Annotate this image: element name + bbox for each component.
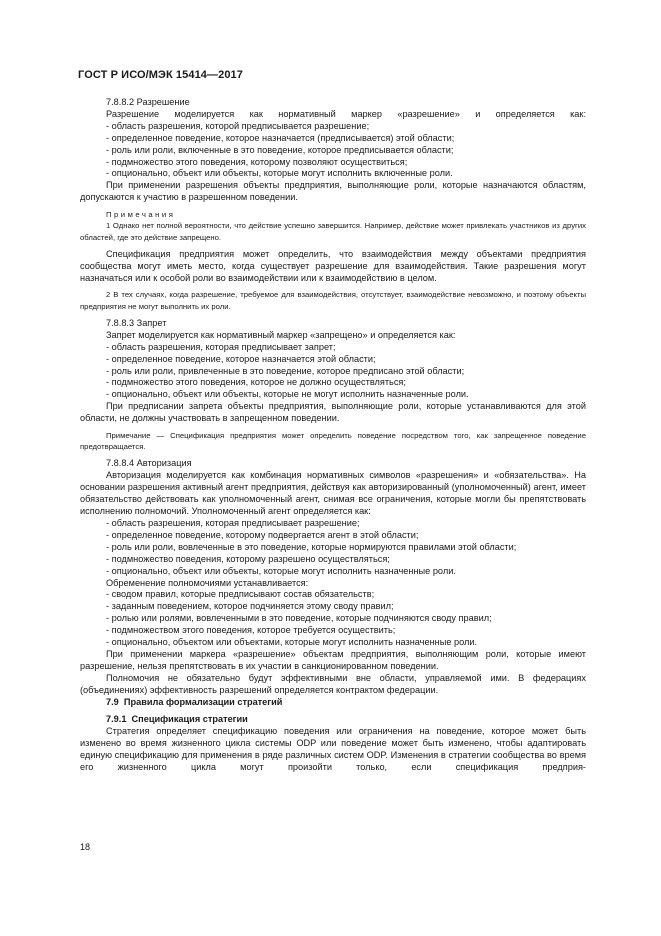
note: 2 В тех случаях, когда разрешение, требуемое для взаимодействия, отсутствует, взаимодействие невозможно, и поэтому объекты предприятия не могут выполнить их роли. xyxy=(80,290,586,311)
section-title: Правила формализации стратегий xyxy=(123,696,283,707)
paragraph: При применении маркера «разрешение» объектам предприятия, выполняющим роли, которые имеют разрешение, нельзя препятствовать в их участии в санкционированном поведении. xyxy=(80,648,586,671)
list-item: - область разрешения, которой предписывается разрешение; xyxy=(106,120,370,131)
page-content xyxy=(80,97,586,774)
paragraph: Запрет моделируется как нормативный маркер «запрещено» и определяется как: xyxy=(106,329,456,340)
paragraph: Спецификация предприятия может определить, что взаимодействия между объектами предприятия сообщества могут иметь место, когда существует разрешение для взаимодействия. Такие разрешения могут назначаться или к особой роли во взаимодействии или к взаимодействию в целом. xyxy=(80,248,586,283)
notes-block xyxy=(80,289,586,311)
list-item: - определенное поведение, которое назначается этой области; xyxy=(106,353,376,364)
list-item: - роль или роли, включенные в это поведение, которое предписывается области; xyxy=(106,144,454,155)
list-item: - подмножество этого поведения, которому позволяют осуществиться; xyxy=(106,156,408,167)
note: 1 Однако нет полной вероятности, что действие успешно завершится. Например, действие может привлекать участников из других областей, где это действие запрещено. xyxy=(80,221,586,242)
list-item: - роль или роли, вовлеченные в это поведение, которые нормируются правилами этой области; xyxy=(106,541,517,552)
list-item: - область разрешения, которая предписывает запрет; xyxy=(106,341,336,352)
note: Примечание — Спецификация предприятия может определить поведение посредством того, как запрещенное поведение предотвращается. xyxy=(80,431,586,452)
section-number: 7.9 xyxy=(106,696,119,707)
clause-heading-7883: 7.8.8.3 Запрет xyxy=(106,317,167,328)
notes-block xyxy=(80,209,586,243)
page-number: 18 xyxy=(80,842,91,852)
paragraph: Полномочия не обязательно будут эффективными вне области, управляемой ими. В федерациях (объединениях) эффективность разрешений определяется контрактом федерации. xyxy=(80,672,586,695)
list-item: - определенное поведение, которое назначается (предписывается) этой области; xyxy=(106,132,455,143)
standard-header: ГОСТ Р ИСО/МЭК 15414—2017 xyxy=(78,69,243,81)
clause-heading-7882: 7.8.8.2 Разрешение xyxy=(106,97,190,107)
paragraph: Стратегия определяет спецификацию поведения или ограничения на поведение, которое может быть изменено во время жизненного цикла системы ODP или поведение может быть изменено, чтобы адаптировать единую спецификацию для применения в ряде различных систем ODP. Изменения в стратегии сообщества во время его жизненного цикла могут произойти только, если спецификация предприя- xyxy=(80,726,586,773)
section-title: Спецификация стратегии xyxy=(131,714,248,725)
list-item: - определенное поведение, которому подвергается агент в этой области; xyxy=(106,529,419,540)
list-item: - ролью или ролями, вовлеченными в это поведение, которые подчиняются своду правил; xyxy=(106,613,492,624)
list-item: - опционально, объект или объекты, которые могут исполнить включенные роли. xyxy=(106,168,453,179)
list-item: - роль или роли, привлеченные в это поведение, которое предписано этой области; xyxy=(106,365,465,376)
list-item: - опционально, объект или объекты, которые могут исполнить назначенные роли. xyxy=(106,565,456,576)
paragraph: При применении разрешения объекты предприятия, выполняющие роли, которые назначаются областям, допускаются к участию в разрешенном поведении. xyxy=(80,180,586,203)
list-item: - подмножество поведения, которому разрешено осуществляться; xyxy=(106,553,390,564)
section-heading-791 xyxy=(80,714,586,726)
list-item: - заданным поведением, которое подчиняется этому своду правил; xyxy=(106,601,394,612)
list-item: - опционально, объект или объекты, которые не могут исполнить назначенные роли. xyxy=(106,389,469,400)
list-item: - опционально, объектом или объектами, которые могут исполнить назначенные роли. xyxy=(106,637,478,648)
section-heading-79 xyxy=(80,697,586,709)
section-number: 7.9.1 xyxy=(106,714,127,725)
paragraph: При предписании запрета объекты предприятия, выполняющие роли, которые устанавливаются для этой области, не должны участвовать в запрещенном поведении. xyxy=(80,401,586,424)
list-item: - подмножеством этого поведения, которое требуется осуществить; xyxy=(106,625,396,636)
paragraph: Разрешение моделируется как нормативный маркер «разрешение» и определяется как: xyxy=(106,108,586,119)
notes-heading: Примечания xyxy=(106,210,176,220)
paragraph: Обременение полномочиями устанавливается: xyxy=(106,577,309,588)
notes-block xyxy=(80,430,586,452)
paragraph: Авторизация моделируется как комбинация нормативных символов «разрешения» и «обязательства». На основании разрешения активный агент предприятия, действуя как авторизированный (уполномоченный) агент, имеет обязательство действовать как уполномоченный агент, снимая все ограничения, которые могли бы препятствовать исполнению полномочий. Уполномоченный агент определяется как: xyxy=(80,470,586,517)
list-item: - подмножество этого поведения, которое не должно осуществляться; xyxy=(106,377,406,388)
clause-heading-7884: 7.8.8.4 Авторизация xyxy=(106,458,192,469)
list-item: - сводом правил, которые предписывают состав обязательств; xyxy=(106,589,375,600)
list-item: - область разрешения, которая предписывает разрешение; xyxy=(106,517,360,528)
